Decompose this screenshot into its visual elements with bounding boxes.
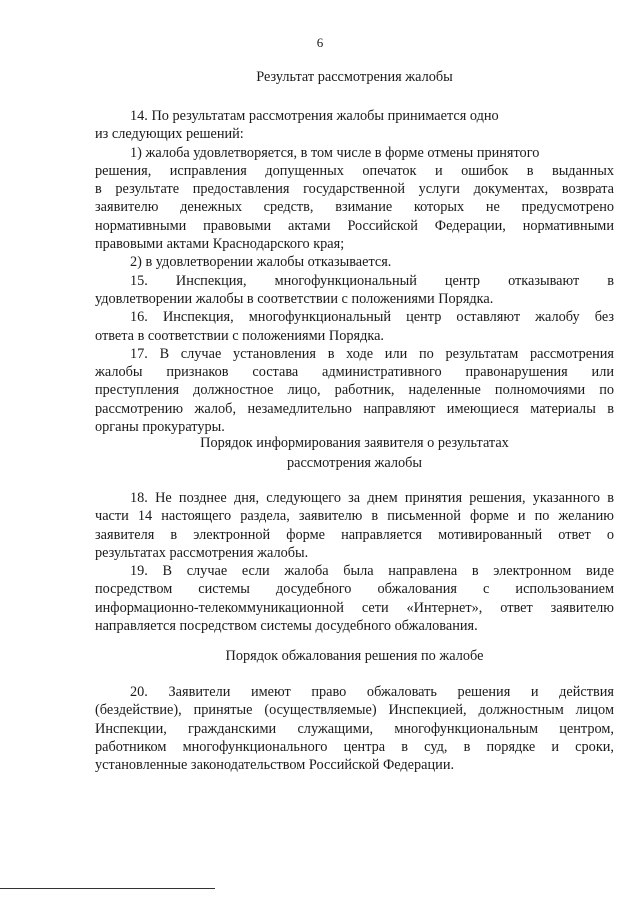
text-line: посредством системы досудебного обжалования с использованием (95, 581, 614, 598)
text-line: заявителя в электронной форме направляется мотивированный ответ о (95, 526, 614, 543)
text-line: направляется посредством системы досудебного обжалования. (95, 618, 478, 635)
paragraph-20 (95, 683, 614, 774)
heading-line: Порядок информирования заявителя о результатах (200, 435, 509, 451)
text-line: части 14 настоящего раздела, заявителю в письменной форме и по желанию (95, 508, 614, 525)
text-line: Инспекции, гражданскими служащими, многофункциональным центром, (95, 720, 614, 737)
text-line: правовыми актами Краснодарского края; (95, 236, 345, 253)
text-line: преступления должностное лицо, работник, наделенные полномочиями по (95, 382, 614, 399)
text-line: ответа в соответствии с положениями Порядка. (95, 327, 385, 344)
text-line: 18. Не позднее дня, следующего за днем принятия решения, указанного в (130, 490, 614, 506)
text-line: работником многофункционального центра в суд, в порядке и сроки, (95, 738, 614, 755)
text-line: нормативными правовыми актами Российской Федерации, нормативными (95, 217, 614, 234)
paragraph-15 (95, 272, 614, 309)
paragraph-14-2 (95, 253, 614, 271)
paragraph-19 (95, 562, 614, 635)
text-line: заявителю денежных средств, взимание которых не предусмотрено (95, 199, 614, 216)
section-heading-2 (95, 433, 614, 473)
paragraph-16 (95, 308, 614, 345)
text-line: (бездействие), принятые (осуществляемые) Инспекцией, должностным лицом (95, 702, 614, 719)
text-line: 16. Инспекция, многофункциональный центр оставляют жалобу без (130, 309, 614, 326)
text-line: 14. По результатам рассмотрения жалобы принимается одно (130, 108, 499, 124)
section-body-3 (95, 683, 614, 774)
text-line: информационно-телекоммуникационной сети «Интернет», ответ заявителю (95, 599, 614, 616)
text-line: результатах рассмотрения жалобы. (95, 544, 309, 561)
heading-line: Порядок обжалования решения по жалобе (225, 648, 484, 664)
paragraph-14-1 (95, 144, 614, 254)
text-line: в результате предоставления государственной услуги документах, возврата (95, 181, 614, 198)
paragraph-18 (95, 489, 614, 562)
page-number: 6 (316, 35, 324, 50)
section-heading-1 (95, 67, 614, 87)
section-body-2 (95, 489, 614, 635)
text-line: установленные законодательством Российской Федерации. (95, 757, 455, 774)
text-line: 19. В случае если жалоба была направлена в электронном виде (130, 563, 614, 580)
text-line: 2) в удовлетворении жалобы отказывается. (130, 254, 392, 271)
text-line: из следующих решений: (95, 126, 244, 143)
heading-line: Результат рассмотрения жалобы (256, 69, 453, 85)
text-line: 1) жалоба удовлетворяется, в том числе в форме отмены принятого (130, 144, 540, 161)
text-line: органы прокуратуры. (95, 419, 225, 436)
text-line: рассмотрению жалоб, незамедлительно направляют имеющиеся материалы в (95, 400, 614, 417)
text-line: 20. Заявители имеют право обжаловать решения и действия (130, 684, 614, 700)
text-line: решения, исправления допущенных опечаток и ошибок в выданных (95, 162, 614, 179)
footer-rule (0, 888, 215, 889)
paragraph-14 (95, 107, 614, 144)
text-line: 15. Инспекция, многофункциональный центр отказывают в (130, 272, 614, 289)
heading-line: рассмотрения жалобы (286, 455, 423, 471)
text-line: жалобы признаков состава административного правонарушения или (95, 364, 614, 381)
section-body-1 (95, 107, 614, 436)
section-heading-3 (95, 646, 614, 666)
paragraph-17 (95, 345, 614, 436)
text-line: удовлетворении жалобы в соответствии с положениями Порядка. (95, 290, 494, 307)
text-line: 17. В случае установления в ходе или по результатам рассмотрения (130, 345, 614, 362)
